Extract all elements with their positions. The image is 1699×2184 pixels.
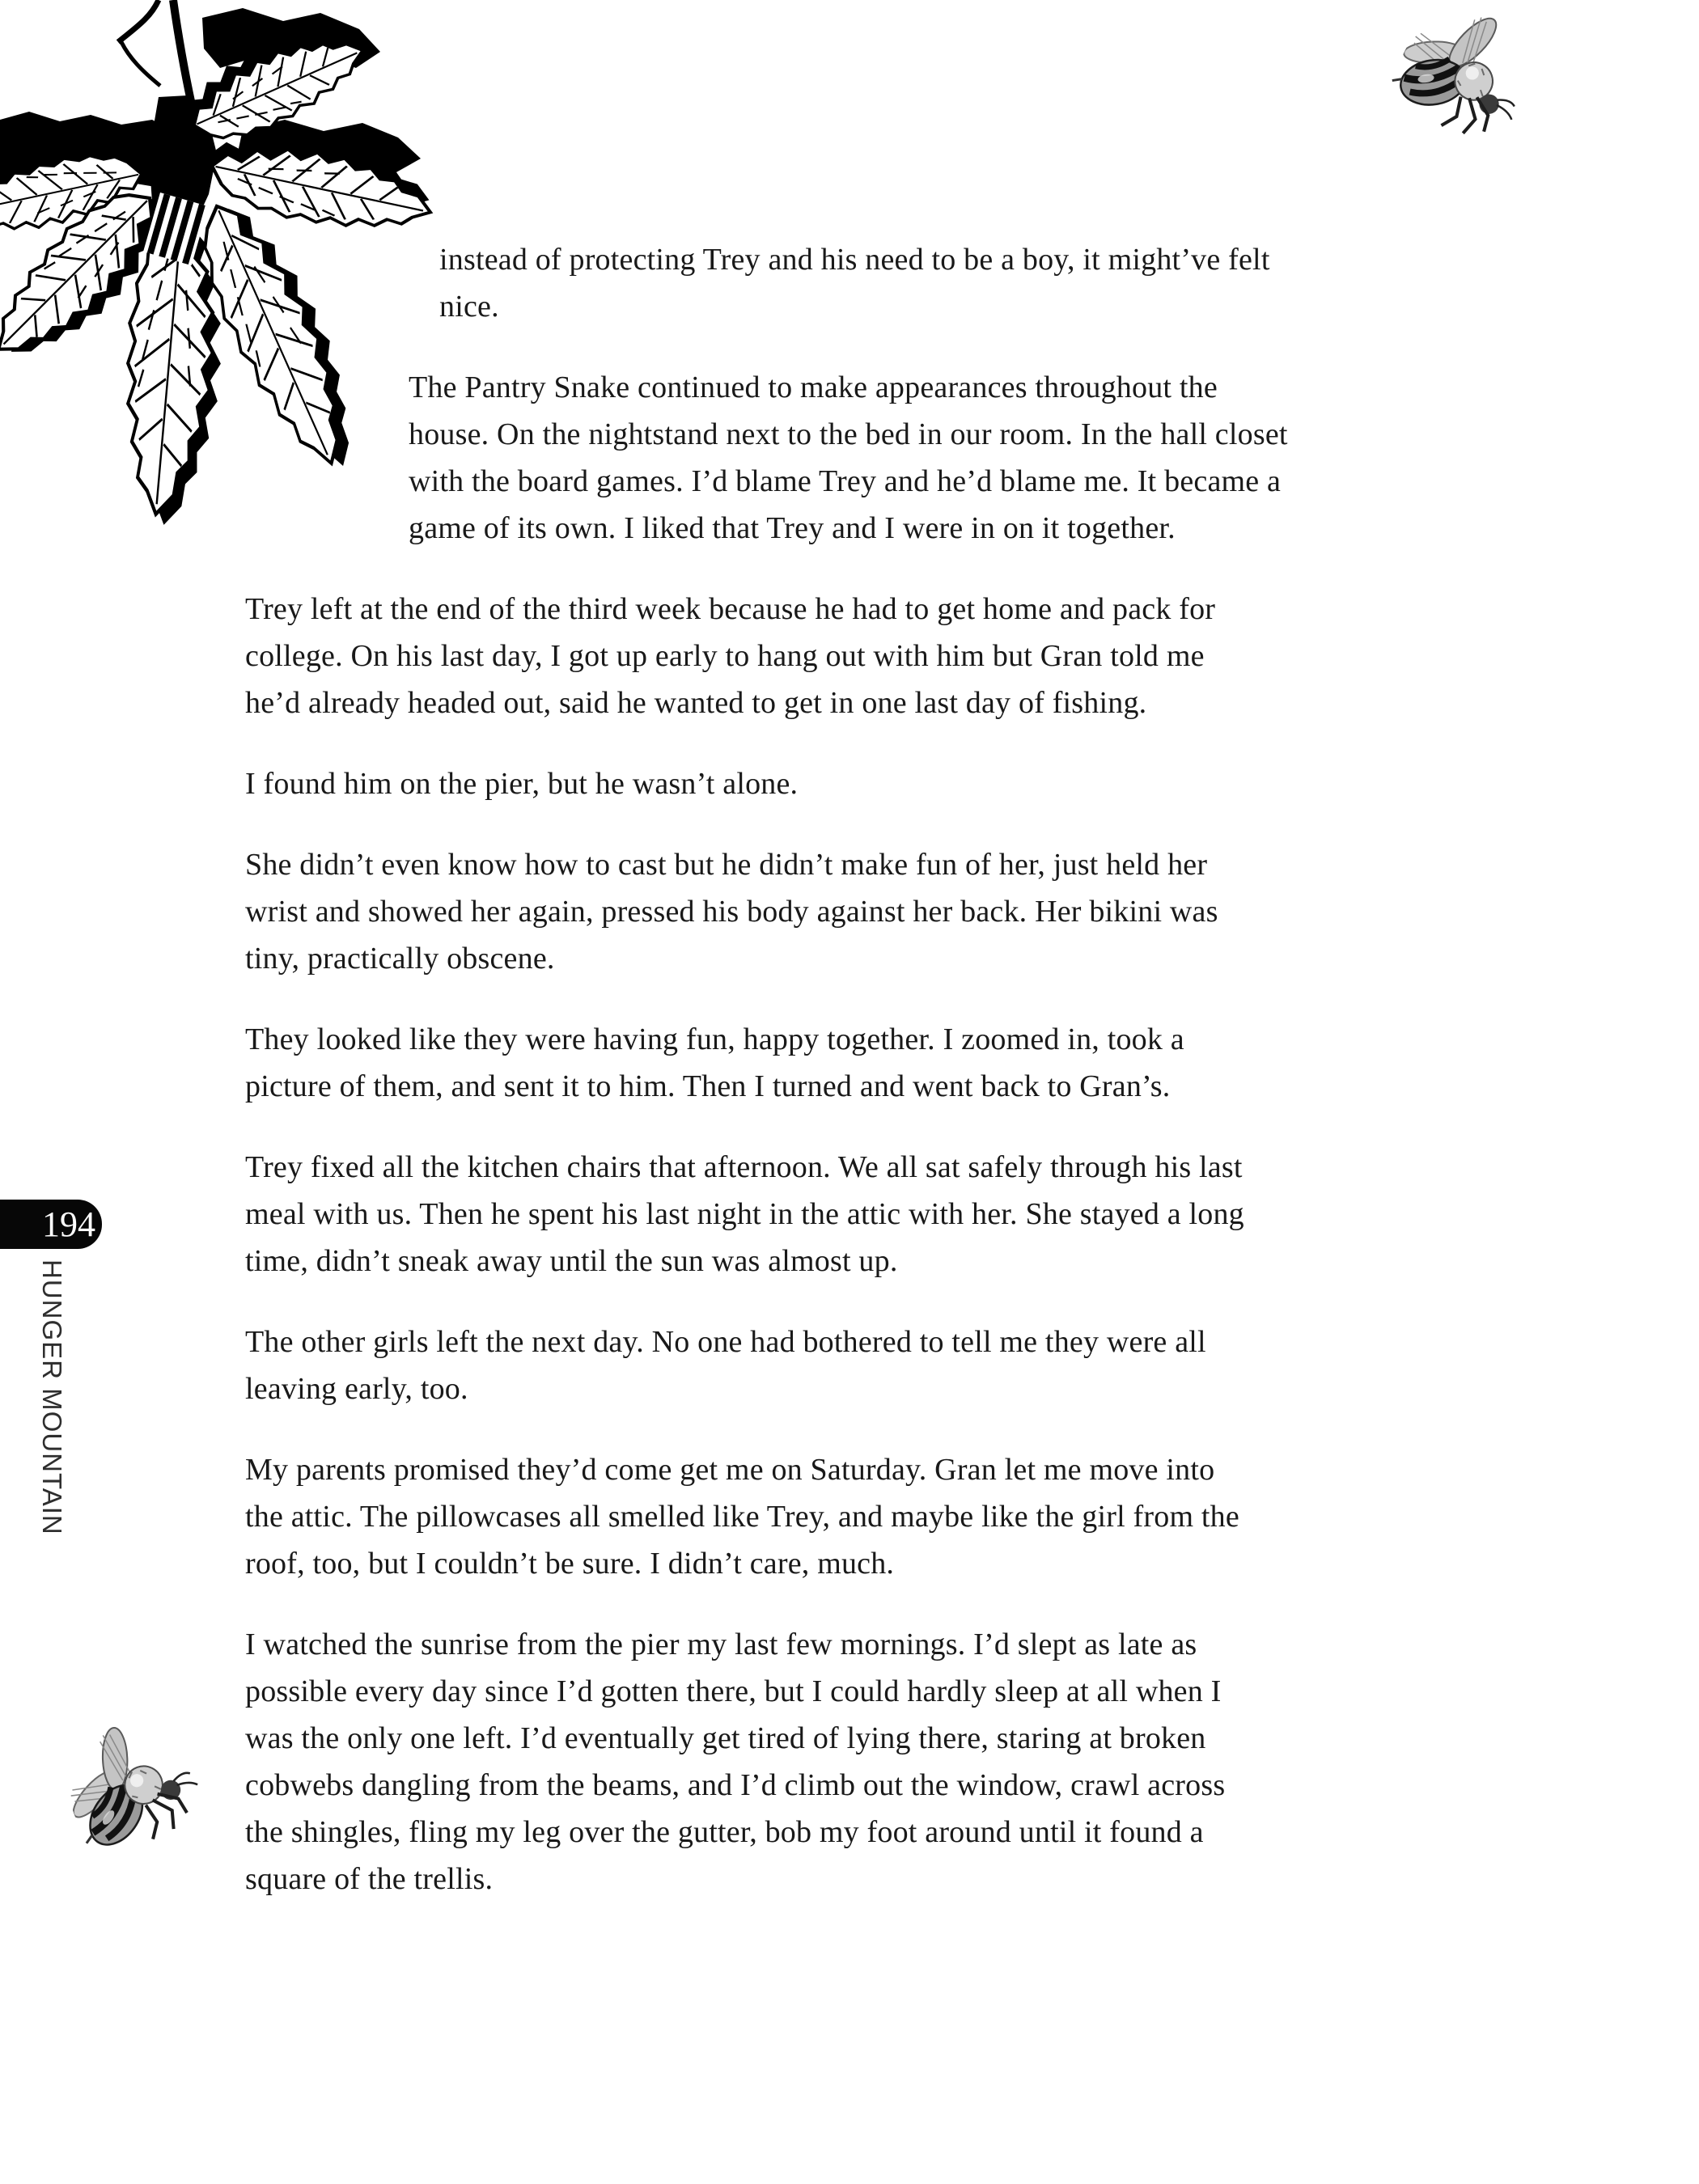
paragraph bbox=[245, 1016, 1523, 1110]
body-text bbox=[245, 236, 1523, 1936]
paragraph bbox=[245, 1318, 1523, 1412]
text-line: time, didn’t sneak away until the sun was almost up. bbox=[245, 1244, 898, 1278]
text-line: he’d already headed out, said he wanted to get in one last day of fishing. bbox=[245, 686, 1147, 720]
text-line: tiny, practically obscene. bbox=[245, 942, 555, 976]
paragraph bbox=[245, 841, 1523, 982]
text-line: cobwebs dangling from the beams, and I’d climb out the window, crawl across bbox=[245, 1768, 1226, 1802]
paragraph bbox=[245, 1446, 1523, 1587]
text-line: I watched the sunrise from the pier my last few mornings. I’d slept as late as bbox=[245, 1627, 1197, 1661]
text-line: meal with us. Then he spent his last night in the attic with her. She stayed a long bbox=[245, 1197, 1244, 1231]
text-line: wrist and showed her again, pressed his body against her back. Her bikini was bbox=[245, 895, 1218, 929]
paragraph bbox=[439, 236, 1523, 330]
text-line: with the board games. I’d blame Trey and he’d blame me. It became a bbox=[409, 464, 1282, 498]
text-line: Trey left at the end of the third week because he had to get home and pack for bbox=[245, 592, 1216, 626]
text-line: leaving early, too. bbox=[245, 1372, 468, 1406]
paragraph bbox=[245, 1621, 1523, 1903]
text-line: square of the trellis. bbox=[245, 1862, 494, 1896]
text-line: game of its own. I liked that Trey and I were in on it together. bbox=[409, 511, 1176, 545]
bee-icon-top-right bbox=[1375, 0, 1561, 174]
text-line: was the only one left. I’d eventually get tired of lying there, staring at broken bbox=[245, 1721, 1206, 1755]
page-number: 194 bbox=[42, 1204, 95, 1244]
paragraph bbox=[409, 364, 1523, 552]
text-line: picture of them, and sent it to him. Then I turned and went back to Gran’s. bbox=[245, 1069, 1171, 1103]
text-line: They looked like they were having fun, happy together. I zoomed in, took a bbox=[245, 1022, 1184, 1056]
paragraph bbox=[245, 1144, 1523, 1285]
paragraph bbox=[245, 760, 1523, 807]
text-line: nice. bbox=[439, 290, 499, 324]
text-line: roof, too, but I couldn’t be sure. I didn’t care, much. bbox=[245, 1547, 895, 1581]
text-line: I found him on the pier, but he wasn’t alone. bbox=[245, 767, 799, 801]
text-line: the attic. The pillowcases all smelled like Trey, and maybe like the girl from the bbox=[245, 1500, 1239, 1534]
text-line: My parents promised they’d come get me on Saturday. Gran let me move into bbox=[245, 1453, 1215, 1487]
text-line: She didn’t even know how to cast but he didn’t make fun of her, just held her bbox=[245, 848, 1208, 882]
text-line: The Pantry Snake continued to make appearances throughout the bbox=[409, 370, 1218, 404]
bee-icon-bottom-left bbox=[50, 1700, 228, 1878]
text-line: Trey fixed all the kitchen chairs that afternoon. We all sat safely through his last bbox=[245, 1150, 1243, 1184]
text-line: possible every day since I’d gotten there, but I could hardly sleep at all when I bbox=[245, 1674, 1222, 1708]
paragraph bbox=[245, 586, 1523, 726]
text-line: The other girls left the next day. No one had bothered to tell me they were all bbox=[245, 1325, 1206, 1359]
text-line: the shingles, fling my leg over the gutter, bob my foot around until it found a bbox=[245, 1815, 1204, 1849]
journal-title: HUNGER MOUNTAIN bbox=[37, 1259, 67, 1535]
text-line: college. On his last day, I got up early to hang out with him but Gran told me bbox=[245, 639, 1205, 673]
text-line: instead of protecting Trey and his need to be a boy, it might’ve felt bbox=[439, 243, 1270, 277]
text-line: house. On the nightstand next to the bed in our room. In the hall closet bbox=[409, 417, 1288, 451]
page-number-tab bbox=[0, 1200, 102, 1249]
